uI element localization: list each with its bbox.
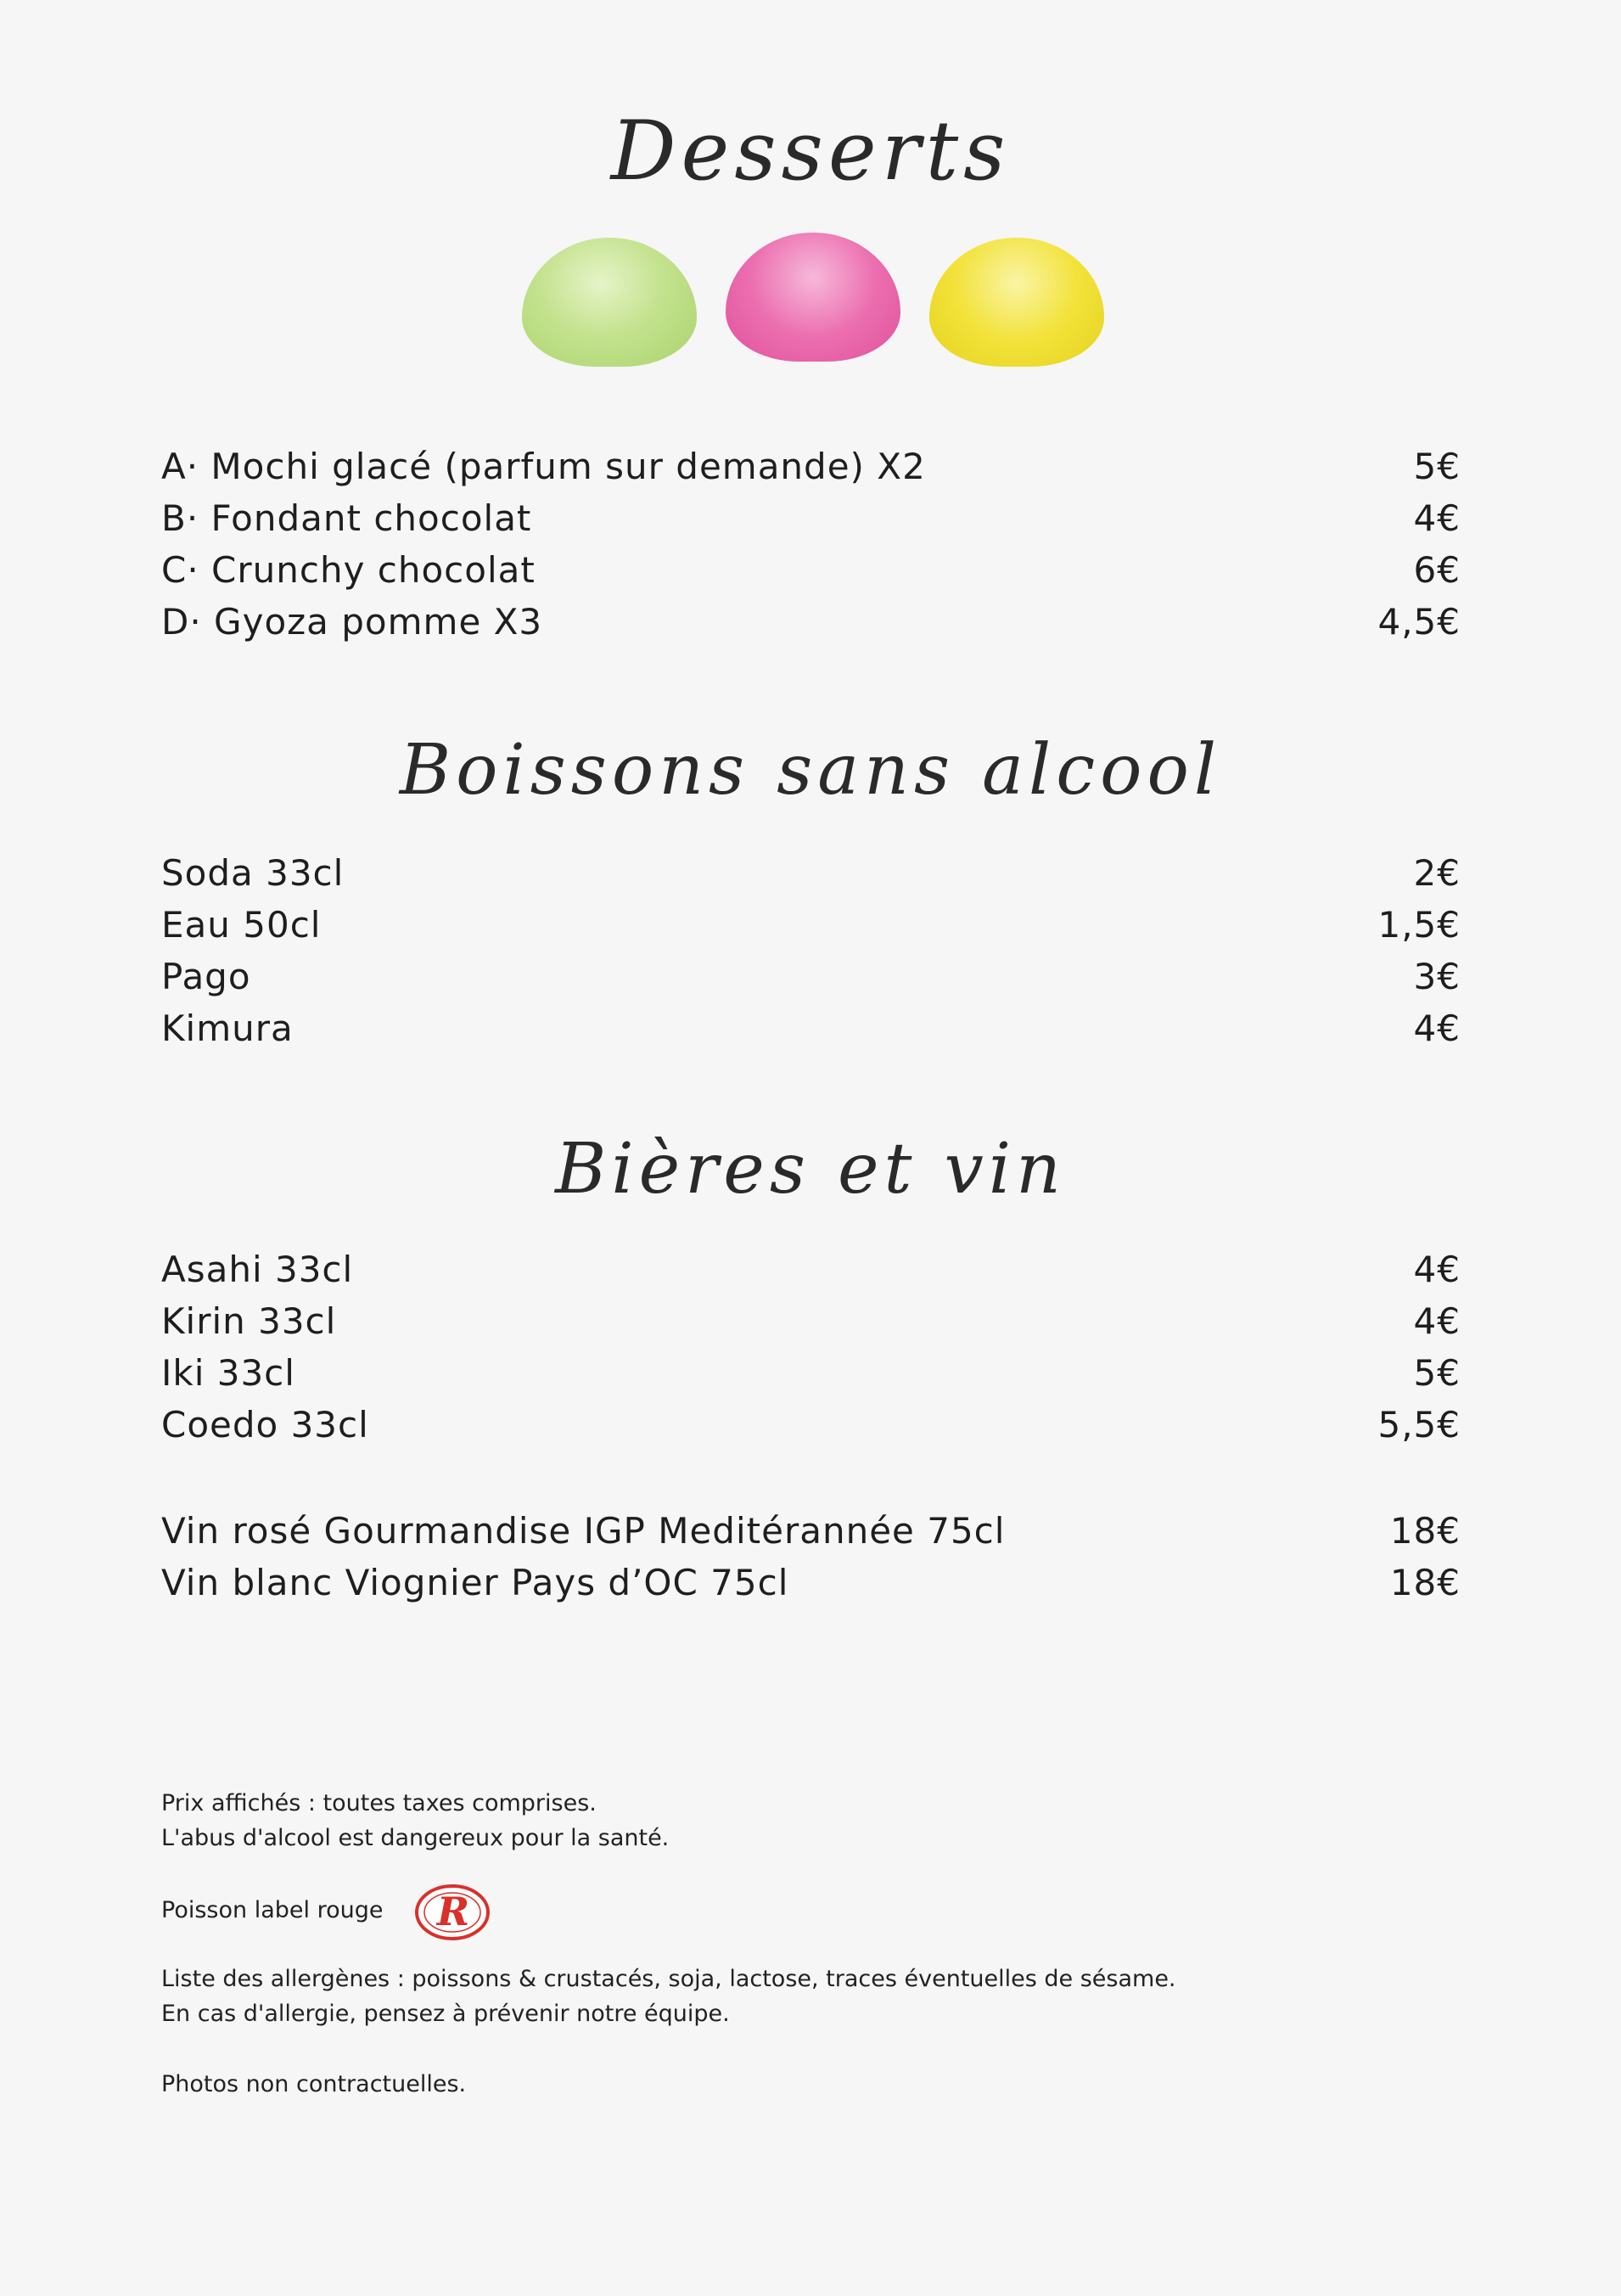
svg-text:R: R xyxy=(436,1889,470,1934)
soft-drinks-list xyxy=(161,852,1461,1059)
menu-item xyxy=(161,904,1461,956)
item-label: B· Fondant chocolat xyxy=(161,497,532,539)
menu-item xyxy=(161,1249,1461,1300)
item-price: 4€ xyxy=(1413,1300,1461,1342)
menu-item xyxy=(161,1352,1461,1404)
photos-disclaimer: Photos non contractuelles. xyxy=(161,2071,467,2097)
item-label: Vin rosé Gourmandise IGP Meditérannée 75cl xyxy=(161,1510,1006,1552)
item-label: C· Crunchy chocolat xyxy=(161,549,536,591)
pink-mochi xyxy=(726,233,900,362)
item-label: Asahi 33cl xyxy=(161,1249,354,1290)
menu-item xyxy=(161,1008,1461,1059)
menu-item xyxy=(161,1562,1461,1614)
item-label: Kirin 33cl xyxy=(161,1300,337,1342)
beers-wine-title: Bières et vin xyxy=(555,1129,1066,1210)
menu-item xyxy=(161,1300,1461,1352)
menu-item xyxy=(161,1510,1461,1562)
menu-item xyxy=(161,601,1461,653)
allergen-notes xyxy=(161,1962,1176,2031)
beers-list xyxy=(161,1249,1461,1456)
item-price: 2€ xyxy=(1413,852,1461,894)
item-price: 18€ xyxy=(1389,1510,1461,1552)
alcohol-warning: L'abus d'alcool est dangereux pour la santé. xyxy=(161,1825,670,1851)
menu-item xyxy=(161,446,1461,497)
item-label: Kimura xyxy=(161,1008,294,1049)
menu-item xyxy=(161,549,1461,601)
item-price: 5€ xyxy=(1413,446,1461,487)
item-label: Iki 33cl xyxy=(161,1352,295,1394)
item-price: 4€ xyxy=(1413,1249,1461,1290)
price-notes xyxy=(161,1786,669,1855)
item-price: 1,5€ xyxy=(1377,904,1461,946)
menu-item xyxy=(161,1404,1461,1456)
item-price: 3€ xyxy=(1413,956,1461,997)
menu-item xyxy=(161,852,1461,904)
mochi-photo xyxy=(522,231,1099,367)
item-label: Soda 33cl xyxy=(161,852,345,894)
label-rouge-note xyxy=(161,1893,383,1928)
soft-drinks-title: Boissons sans alcool xyxy=(399,730,1222,811)
menu-item xyxy=(161,497,1461,549)
allergen-list: Liste des allergènes : poissons & crustacés, soja, lactose, traces éventuelles de sésame. xyxy=(161,1966,1176,1992)
item-price: 6€ xyxy=(1413,549,1461,591)
item-price: 4,5€ xyxy=(1377,601,1461,643)
item-label: Eau 50cl xyxy=(161,904,322,946)
item-price: 5€ xyxy=(1413,1352,1461,1394)
item-label: D· Gyoza pomme X3 xyxy=(161,601,543,643)
yellow-mochi xyxy=(929,238,1104,367)
item-label: A· Mochi glacé (parfum sur demande) X2 xyxy=(161,446,926,487)
taxes-note: Prix affichés : toutes taxes comprises. xyxy=(161,1790,597,1816)
item-price: 4€ xyxy=(1413,497,1461,539)
desserts-list xyxy=(161,446,1461,653)
allergy-warning: En cas d'allergie, pensez à prévenir notre équipe. xyxy=(161,2001,730,2027)
wines-list xyxy=(161,1510,1461,1614)
item-price: 4€ xyxy=(1413,1008,1461,1049)
item-label: Pago xyxy=(161,956,251,997)
green-mochi xyxy=(522,238,697,367)
item-price: 5,5€ xyxy=(1377,1404,1461,1446)
item-label: Vin blanc Viognier Pays d’OC 75cl xyxy=(161,1562,789,1603)
photos-note xyxy=(161,2067,466,2102)
item-price: 18€ xyxy=(1389,1562,1461,1603)
label-rouge-logo xyxy=(414,1883,491,1942)
menu-item xyxy=(161,956,1461,1008)
item-label: Coedo 33cl xyxy=(161,1404,369,1446)
label-rouge-text: Poisson label rouge xyxy=(161,1897,384,1923)
desserts-title: Desserts xyxy=(610,104,1011,199)
